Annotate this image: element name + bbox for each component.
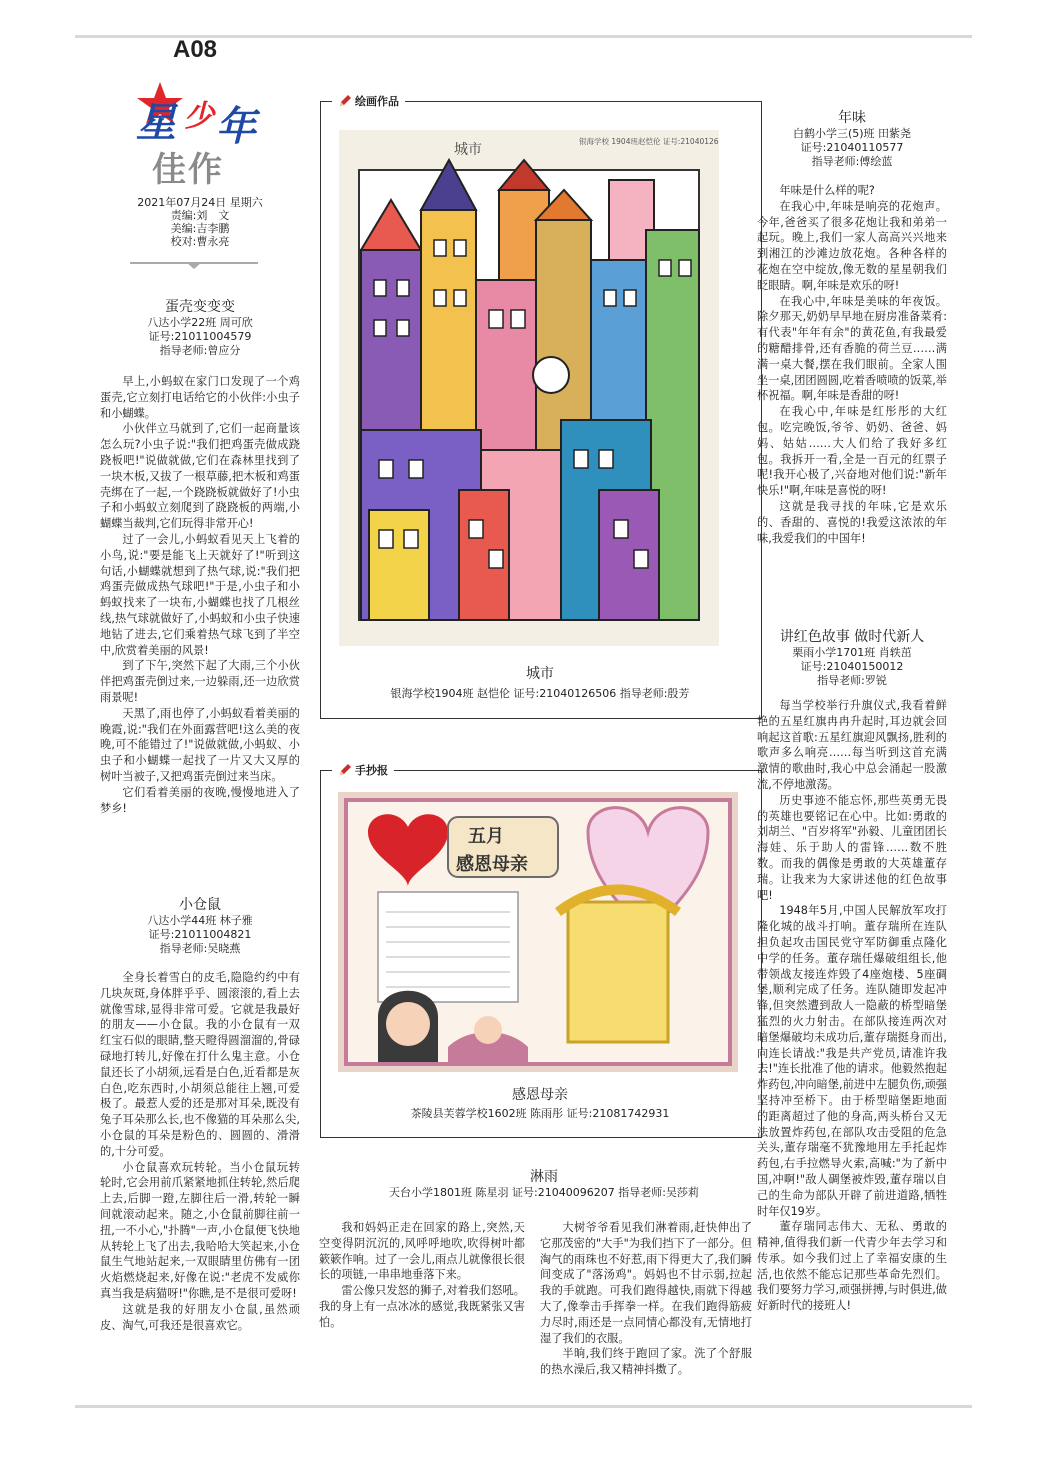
paragraph: 过了一会儿,小蚂蚁看见天上飞着的小鸟,说:"要是能飞上天就好了!"听到这句话,小蝴蝶就想到了热气球,说:"我们把鸡蛋壳做成热气球吧!"于是,小虫子和小蚂蚁找来了一块布,小蝴蝶也找了几根丝线,热气球就做好了,小蚂蚁和小虫子快速地钻了进去,它们乘着热气球飞到了半空中,欣赏着美丽的风景! bbox=[100, 532, 300, 657]
paragraph: 在我心中,年味是响亮的花炮声。今年,爸爸买了很多花炮让我和弟弟一起玩。晚上,我们一家人高高兴兴地来到湘江的沙滩边放花炮。各种各样的花炮在空中绽放,像无数的星星朝我们眨眼睛。啊,年味是欢乐的呀! bbox=[757, 199, 947, 292]
paragraph: 每当学校举行升旗仪式,我看着鲜艳的五星红旗冉冉升起时,耳边就会回响起这首歌:五星红旗迎风飘扬,胜利的歌声多么响亮……每当听到这首充满激情的歌曲时,我心中总会涌起一股激流,不停地激荡。 bbox=[757, 699, 947, 791]
paragraph: 小仓鼠喜欢玩转轮。当小仓鼠玩转轮时,它会用前爪紧紧地抓住转轮,然后爬上去,后脚一蹬,左脚往后一滑,转轮一瞬间就滚动起来。随之,小仓鼠前脚往前一扭,一不小心,"扑腾"一声,小仓鼠便飞快地从转轮上飞了出去,我哈哈大笑起来,小仓鼠生气地站起来,一双眼睛里仿佛有一团火焰燃烧起来,好像在说:"老虎不发威你真当我是病猫呀!"你瞧,是不是很可爱呀! bbox=[100, 1160, 300, 1300]
article-id: 证号:21011004821 bbox=[148, 928, 252, 941]
svg-text:年: 年 bbox=[216, 103, 256, 148]
article-newyear bbox=[757, 109, 947, 546]
article-title: 淋雨 bbox=[530, 1169, 558, 1185]
article-title: 讲红色故事 做时代新人 bbox=[779, 629, 925, 645]
article-teacher: 指导老师:傅绘蓝 bbox=[811, 155, 893, 168]
paragraph: 历史事迹不能忘怀,那些英勇无畏的英雄也要铭记在心中。比如:勇敢的刘胡兰、"百岁将军"孙毅、儿童团团长海娃、乐于助人的雷锋……数不胜数。而我的偶像是勇敢的大英雄董存瑞。让我来为大家讲述他的红色故事吧! bbox=[757, 793, 947, 902]
article-id: 证号:21011004579 bbox=[148, 330, 252, 343]
svg-text:少: 少 bbox=[184, 99, 214, 134]
paragraph: 小伙伴立马就到了,它们一起商量该怎么玩?小虫子说:"我们把鸡蛋壳做成跷跷板吧!"说做就做,它们在森林里找到了一块木板,又拔了一根草藤,把木板和鸡蛋壳绑在了一起,一个跷跷板就做好了!小虫子和小蚂蚁立刻爬到了跷跷板的两端,小蝴蝶当裁判,它们玩得非常开心! bbox=[100, 422, 300, 531]
article-title: 年味 bbox=[838, 110, 866, 126]
article-teacher: 指导老师:罗锐 bbox=[817, 674, 887, 687]
painting-paper-note: 银海学校 1904班赵恺伦 证号:21040126506 bbox=[579, 137, 719, 146]
page-number: A08 bbox=[173, 36, 218, 63]
article-school: 八达小学44班 林子雅 bbox=[147, 914, 253, 927]
paragraph: 这就是我的好朋友小仓鼠,虽然顽皮、淘气,可我还是很喜欢它。 bbox=[100, 1302, 300, 1332]
article-rain-col2 bbox=[540, 1220, 752, 1378]
poster-mother bbox=[338, 792, 738, 1072]
article-rain bbox=[319, 1168, 769, 1200]
designer: 美编:吉李鹏 bbox=[170, 222, 230, 235]
issue-meta bbox=[130, 196, 270, 248]
poster-tag bbox=[332, 762, 394, 778]
article-school: 白鹤小学三(5)班 田紫尧 bbox=[792, 127, 912, 140]
paragraph: 1948年5月,中国人民解放军攻打隆化城的战斗打响。董存瑞所在连队担负起攻击国民党守军防御重点隆化中学的任务。董存瑞任爆破组组长,他带领战友接连炸毁了4座炮楼、5座碉堡,顺利完成了任务。连队随即发起冲锋,但突然遭到敌人一隐蔽的桥型暗堡猛烈的火力射击。在部队接连两次对暗堡爆破均未成功后,董存瑞挺身而出,向连长请战:"我是共产党员,请准许我去!"连长批准了他的请求。他毅然抱起炸药包,冲向暗堡,前进中左腿负伤,顽强坚持冲至桥下。由于桥型暗堡距地面的距离超过了他的身高,两头桥台又无法放置炸药包,在部队攻击受阻的危急关头,董存瑞毫不犹豫地用左手托起炸药包,右手拉燃导火索,高喊:"为了新中国,冲啊!"敌人碉堡被炸毁,董存瑞以自己的生命为部队开辟了前进道路,牺牲时年仅19岁。 bbox=[757, 904, 947, 1218]
article-red-story bbox=[757, 628, 947, 1314]
painting-tag bbox=[332, 93, 405, 109]
paragraph: 雷公像只发怒的狮子,对着我们怒吼。我的身上有一点冰冰的感觉,我既紧张又害怕。 bbox=[319, 1284, 525, 1329]
painting-paper-title: 城市 bbox=[454, 142, 482, 158]
article-hamster bbox=[100, 896, 300, 1333]
paragraph: 半晌,我们终于跑回了家。洗了个舒服的热水澡后,我又精神抖擞了。 bbox=[540, 1347, 752, 1377]
poster-banner-2: 感恩母亲 bbox=[456, 854, 528, 875]
paragraph: 它们看着美丽的夜晚,慢慢地进入了梦乡! bbox=[100, 785, 300, 815]
paragraph: 在我心中,年味是红彤彤的大红包。吃完晚饭,爷爷、奶奶、爸爸、妈妈、姑姑……大人们给了我好多红包。我拆开一看,全是一百元的红票子呢!我开心极了,兴奋地对他们说:"新年快乐!"啊,年味是喜悦的呀! bbox=[757, 405, 947, 498]
svg-text:星: 星 bbox=[136, 99, 176, 146]
bottom-rule bbox=[75, 1405, 972, 1408]
paragraph: 到了下午,突然下起了大雨,三个小伙伴把鸡蛋壳倒过来,一边躲雨,还一边欣赏雨景呢! bbox=[100, 659, 300, 704]
article-school: 栗雨小学1701班 肖轶茁 bbox=[792, 646, 912, 659]
pencil-icon bbox=[338, 94, 352, 108]
painting-caption: 城市 bbox=[526, 666, 554, 682]
article-eggshell bbox=[100, 298, 300, 816]
painting-tag-label: 绘画作品 bbox=[355, 95, 399, 108]
painting-city bbox=[339, 130, 719, 646]
article-teacher: 指导老师:吴晓燕 bbox=[159, 942, 241, 955]
paragraph: 我和妈妈正走在回家的路上,突然,天空变得阴沉沉的,风呼呼地吹,吹得树叶都簌簌作响。过了一会儿,雨点儿就像很长很长的项链,一串串地垂落下来。 bbox=[319, 1221, 525, 1282]
article-id: 证号:21040110577 bbox=[800, 141, 904, 154]
paragraph: 在我心中,年味是美味的年夜饭。除夕那天,奶奶早早地在厨房准备菜肴:有代表"年年有余"的黄花鱼,有我最爱的糖醋排骨,还有香脆的荷兰豆……满满一桌大餐,摆在我们眼前。全家人围坐一桌,团团圆圆,吃着香喷喷的饭菜,举杯祝福。啊,年味是香甜的呀! bbox=[757, 294, 947, 403]
article-byline: 天台小学1801班 陈星羽 证号:21040096207 指导老师:吴莎莉 bbox=[389, 1186, 699, 1199]
article-title: 小仓鼠 bbox=[179, 897, 221, 913]
editor: 责编:刘 文 bbox=[170, 209, 230, 222]
article-rain-col1 bbox=[319, 1220, 525, 1331]
article-title: 蛋壳变变变 bbox=[165, 299, 235, 315]
paragraph: 天黑了,雨也停了,小蚂蚁看着美丽的晚霞,说:"我们在外面露营吧!这么美的夜晚,可不能错过了!"说做就做,小蚂蚁、小虫子和小蝴蝶一起找了一片又大又厚的树叶当被子,又把鸡蛋壳倒过来当床。 bbox=[100, 706, 300, 783]
pencil-icon bbox=[338, 763, 352, 777]
poster-caption: 感恩母亲 bbox=[512, 1087, 568, 1103]
article-teacher: 指导老师:曾应分 bbox=[159, 344, 241, 357]
header-divider bbox=[130, 262, 258, 264]
section-title: 佳作 bbox=[152, 150, 224, 190]
paragraph: 大树爷爷看见我们淋着雨,赶快伸出了它那茂密的"大手"为我们挡下了一部分。但淘气的雨珠也不好惹,雨下得更大了,我们瞬间变成了"落汤鸡"。妈妈也不甘示弱,拉起我的手就跑。可我们跑得越快,雨就下得越大了,像拳击手挥拳一样。在我们跑得筋疲力尽时,雨还是一点同情心都没有,无情地打湿了我们的衣服。 bbox=[540, 1221, 752, 1345]
issue-date: 2021年07月24日 星期六 bbox=[137, 196, 263, 209]
paragraph: 年味是什么样的呢? bbox=[779, 184, 875, 197]
article-school: 八达小学22班 周可欣 bbox=[147, 316, 253, 329]
painting-credit: 银海学校1904班 赵恺伦 证号:21040126506 指导老师:殷芳 bbox=[390, 687, 690, 700]
proofreader: 校对:曹永亮 bbox=[170, 235, 230, 248]
poster-banner-1: 五月 bbox=[468, 826, 504, 847]
article-id: 证号:21040150012 bbox=[800, 660, 904, 673]
paragraph: 早上,小蚂蚁在家门口发现了一个鸡蛋壳,它立刻打电话给它的小伙伴:小虫子和小蝴蝶。 bbox=[100, 375, 300, 420]
paragraph: 董存瑞同志伟大、无私、勇敢的精神,值得我们新一代青少年去学习和传承。如今我们过上了幸福安康的生活,也依然不能忘记那些革命先烈们。我们要努力学习,顽强拼搏,与时俱进,做好新时代的接班人! bbox=[757, 1220, 947, 1313]
paragraph: 这就是我寻找的年味,它是欢乐的、香甜的、喜悦的!我爱这浓浓的年味,我爱我们的中国年! bbox=[757, 499, 947, 545]
poster-credit: 茶陵县芙蓉学校1602班 陈雨彤 证号:21081742931 bbox=[410, 1107, 670, 1120]
poster-tag-label: 手抄报 bbox=[355, 764, 388, 777]
paragraph: 全身长着雪白的皮毛,隐隐约约中有几块灰斑,身体胖乎乎、圆滚滚的,看上去就像雪球,显得非常可爱。它就是我最好的朋友——小仓鼠。我的小仓鼠有一双红宝石似的眼睛,整天瞪得圆溜溜的,骨碌碌地打转儿,好像在打什么鬼主意。小仓鼠还长了小胡须,远看是白色,近看都是灰白色,吃东西时,小胡须总能往上翘,可爱极了。最惹人爱的还是那对耳朵,既没有兔子耳朵那么长,也不像猫的耳朵那么尖,小仓鼠的耳朵是粉色的、圆圆的、滑滑的,十分可爱。 bbox=[100, 971, 300, 1158]
